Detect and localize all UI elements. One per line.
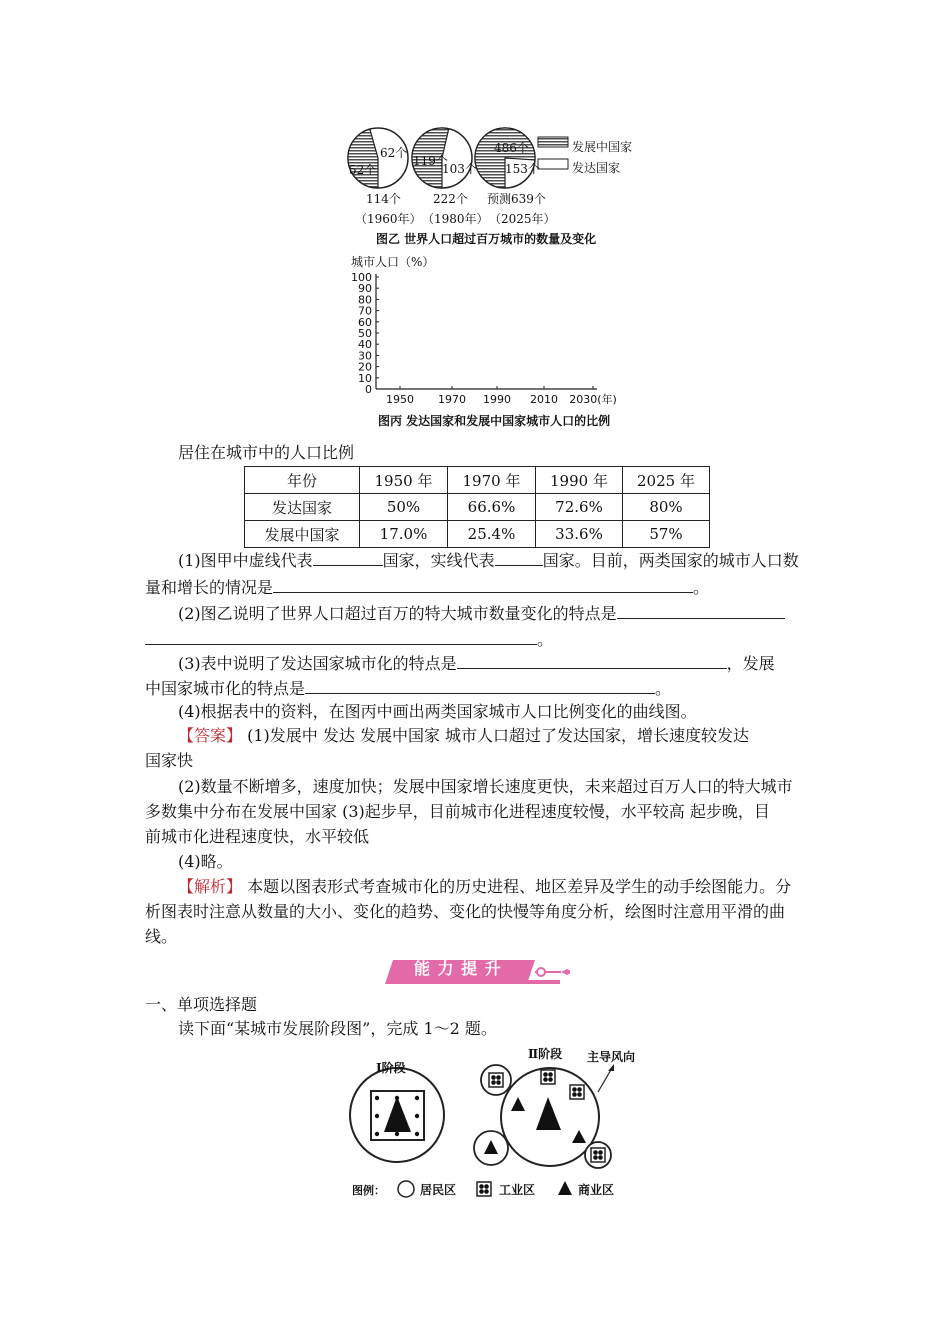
analysis-line1: 【解析】 本题以图表形式考查城市化的历史进程、地区差异及学生的动手绘图能力。分: [178, 877, 792, 896]
banner-title: 能 力 提 升: [414, 959, 502, 978]
table-cell: 33.6%: [536, 521, 623, 548]
analysis-line2: 析图表时注意从数量的大小、变化的趋势、变化的快慢等角度分析，绘图时注意用平滑的曲: [145, 902, 786, 921]
table-cell: 72.6%: [536, 494, 623, 521]
y-tick-label: 100: [351, 271, 372, 284]
x-tick-label: 1950: [386, 393, 414, 406]
y-tick-label: 40: [358, 338, 372, 352]
y-tick-label: 50: [358, 327, 372, 340]
stage2-label: Ⅱ阶段: [528, 1047, 563, 1061]
stage2-industrial-right: [570, 1085, 584, 1099]
table-header-1970: 1970 年: [448, 467, 536, 494]
table-cell: 50%: [360, 494, 448, 521]
pie3-total: 预测639个: [487, 192, 546, 206]
y-tick-label: 0: [365, 383, 372, 396]
legend-residential: 居民区: [420, 1183, 457, 1197]
table-cell: 发达国家: [245, 494, 360, 521]
pie2-year: （1980年）: [422, 212, 489, 226]
x-tick-label: 1970: [438, 393, 466, 406]
question-3-line2: 中国家城市化的特点是 。: [145, 679, 672, 698]
pie1-year: （1960年）: [355, 212, 422, 226]
y-tick-label: 20: [358, 360, 372, 374]
pie3-developing-label: 486个: [494, 141, 529, 155]
question-4: (4)根据表中的资料，在图丙中画出两类国家城市人口比例变化的曲线图。: [178, 702, 697, 721]
answer-line4: 多数集中分布在发展中国家 (3)起步早，目前城市化进程速度较慢，水平较高 起步晚，目: [145, 802, 770, 821]
table-cell: 80%: [623, 494, 710, 521]
pie3-year: （2025年）: [489, 212, 556, 226]
legend-industrial: 工业区: [499, 1183, 536, 1197]
y-tick-label: 60: [358, 315, 372, 329]
table-cell: 17.0%: [360, 521, 448, 548]
pie1-developed-label: 62个: [380, 146, 408, 160]
y-tick-label: 10: [358, 371, 372, 385]
y-tick-label: 90: [358, 282, 372, 296]
pie1-total: 114个: [366, 192, 401, 206]
analysis-line3: 线。: [145, 927, 178, 946]
stage1-label: Ⅰ阶段: [376, 1061, 406, 1075]
pie3-developed-label: 153个: [505, 162, 540, 176]
answer-line1: 【答案】 (1)发展中 发达 发展中国家 城市人口超过了发达国家，增长速度较发达: [178, 726, 750, 745]
legend-title: 图例：: [352, 1184, 385, 1197]
table-header-year: 年份: [245, 467, 360, 494]
legend-developing-swatch: [538, 137, 568, 147]
x-tick-label: 1990: [483, 393, 511, 406]
legend-developed-swatch: [538, 159, 568, 169]
section-heading: 一、单项选择题: [145, 995, 258, 1014]
legend-industrial-icon: [477, 1182, 491, 1196]
legend-developing: 发展中国家: [572, 140, 633, 154]
question-3-line1: (3)表中说明了发达国家城市化的特点是 ，发展: [178, 654, 775, 673]
wind-label: 主导风向: [587, 1050, 636, 1064]
table-title: 居住在城市中的人口比例: [178, 443, 355, 462]
question-2-line1: (2)图乙说明了世界人口超过百万的特大城市数量变化的特点是: [178, 604, 785, 623]
pie1-developing-label: 52个: [349, 163, 377, 177]
table-header-1950: 1950 年: [360, 467, 448, 494]
legend-commercial: 商业区: [578, 1183, 615, 1197]
fig-bing-ylabel: 城市人口（%）: [351, 255, 435, 269]
table-cell: 25.4%: [448, 521, 536, 548]
x-tick-label: 2030(年): [569, 393, 617, 406]
answer-line2: 国家快: [145, 751, 194, 770]
empty-axes: [340, 268, 620, 418]
table-cell: 发展中国家: [245, 521, 360, 548]
table-cell: 66.6%: [448, 494, 536, 521]
stage2-industrial-top: [541, 1070, 555, 1084]
fig-yi-caption: 图乙 世界人口超过百万城市的数量及变化: [376, 232, 597, 246]
answer-line6: (4)略。: [178, 852, 233, 871]
legend-developed: 发达国家: [572, 161, 621, 175]
y-tick-label: 30: [358, 349, 372, 363]
wind-arrow: [598, 1068, 612, 1092]
question-intro: 读下面“某城市发展阶段图”，完成 1～2 题。: [178, 1019, 497, 1038]
population-table: [244, 466, 710, 548]
pie2-developed-label: 103个: [442, 162, 477, 176]
table-row: [245, 521, 710, 548]
fig-bing-caption: 图丙 发达国家和发展中国家城市人口的比例: [378, 414, 611, 428]
answer-line3: (2)数量不断增多，速度加快；发展中国家增长速度更快，未来超过百万人口的特大城市: [178, 777, 793, 796]
y-tick-label: 80: [358, 293, 372, 307]
table-header-1990: 1990 年: [536, 467, 623, 494]
table-header-2025: 2025 年: [623, 467, 710, 494]
pie2-total: 222个: [433, 192, 468, 206]
question-2-line2: 。: [145, 630, 553, 649]
legend-commercial-icon: [558, 1181, 572, 1195]
legend-residential-icon: [398, 1181, 414, 1197]
pie2-developing-label: 119个: [413, 154, 448, 168]
question-1-line2: 量和增长的情况是 。: [145, 578, 710, 597]
y-tick-label: 70: [358, 304, 372, 318]
table-cell: 57%: [623, 521, 710, 548]
answer-line5: 前城市化进程速度快，水平较低: [145, 827, 370, 846]
question-1-line1: (1)图甲中虚线代表 国家，实线代表 国家。目前，两类国家的城市人口数: [178, 551, 799, 570]
table-row: [245, 494, 710, 521]
x-tick-label: 2010: [530, 393, 558, 406]
